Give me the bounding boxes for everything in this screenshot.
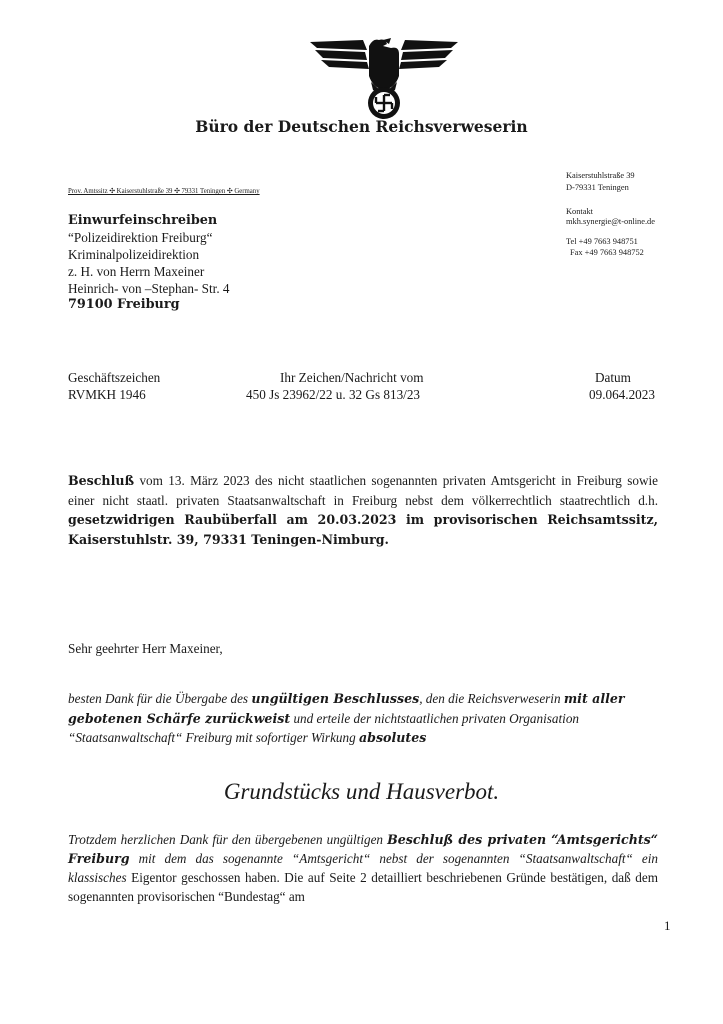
sender-email: mkh.synergie@t-online.de <box>566 217 655 226</box>
para2-text: mit dem das sogenannte “Amtsgericht“ nebst der sogenannten “Staatsanwaltschaft“ ein klassisches <box>68 851 658 885</box>
para2-text: Trotzdem herzlichen Dank für den übergebenen ungültigen <box>68 832 388 847</box>
delivery-type: Einwurfeinschreiben <box>68 213 218 228</box>
para1-text: , den die Reichsverweserin <box>419 691 564 706</box>
body-paragraph-1 <box>68 689 658 748</box>
ban-heading: Grundstücks und Hausverbot. <box>223 779 500 804</box>
date-label: Datum <box>595 370 631 385</box>
return-address: Prov. Amtssitz ✣ Kaiserstuhlstraße 39 ✣ 79331 Teningen ✣ Germany <box>68 188 260 195</box>
para1-text: besten Dank für die Übergabe des <box>68 691 252 706</box>
recipient-line: z. H. von Herrn Maxeiner <box>68 264 205 279</box>
your-reference-value: 450 Js 23962/22 u. 32 Gs 813/23 <box>246 387 421 402</box>
file-reference-label: Geschäftszeichen <box>68 370 161 385</box>
date-value: 09.064.2023 <box>589 387 655 402</box>
subject-text: vom 13. März 2023 des nicht staatlichen sogenannten privaten Amtsgericht in Freiburg sowie einer nicht staatl. privaten Staatsanwaltschaft in Freiburg nebst dem völkerrechtlich staatrechtlich d.h. <box>68 473 658 508</box>
recipient-line: “Polizeidirektion Freiburg“ <box>68 230 213 245</box>
para1-bold: mit aller gebotenen Schärfe zurückweist <box>68 691 625 726</box>
para1-text: und erteile der nichtstaatlichen privaten Organisation “Staatsanwaltschaft“ Freiburg mit sofortiger Wirkung <box>68 710 580 745</box>
subject-bold-end: gesetzwidrigen Raubüberfall am 20.03.2023 im provisorischen Reichsamtssitz, Kaiserstuhlstr. 39, 79331 Teningen-Nimburg. <box>68 512 658 547</box>
sender-contact-label: Kontakt <box>566 207 593 216</box>
subject-paragraph <box>68 471 658 549</box>
sender-city: D-79331 Teningen <box>566 183 629 192</box>
para1-bold: absolutes <box>359 730 427 745</box>
recipient-line: Kriminalpolizeidirektion <box>68 247 200 262</box>
your-reference-label: Ihr Zeichen/Nachricht vom <box>280 370 424 385</box>
recipient-line: Heinrich- von –Stephan- Str. 4 <box>68 281 230 296</box>
sender-street: Kaiserstuhlstraße 39 <box>566 171 635 180</box>
para2-bold: Beschluß des privaten “Amtsgerichts“ Freiburg <box>68 832 659 866</box>
page-number: 1 <box>664 918 671 933</box>
salutation: Sehr geehrter Herr Maxeiner, <box>68 641 223 656</box>
eagle-emblem-icon <box>305 36 463 120</box>
body-paragraph-2 <box>68 830 658 906</box>
sender-phone: Tel +49 7663 948751 <box>566 237 638 246</box>
para2-text: Eigentor geschossen haben. Die auf Seite 2 detailliert beschriebenen Gründe bestätigen, daß dem sogenannten provisorischen “Bundestag“ am <box>68 870 658 904</box>
office-title: Büro der Deutschen Reichsverweserin <box>195 117 528 136</box>
para1-bold: ungültigen Beschlusses <box>251 691 420 706</box>
recipient-city: 79100 Freiburg <box>68 297 180 312</box>
subject-bold-start: Beschluß <box>68 473 135 488</box>
file-reference-value: RVMKH 1946 <box>68 387 146 402</box>
sender-fax: Fax +49 7663 948752 <box>570 248 644 257</box>
